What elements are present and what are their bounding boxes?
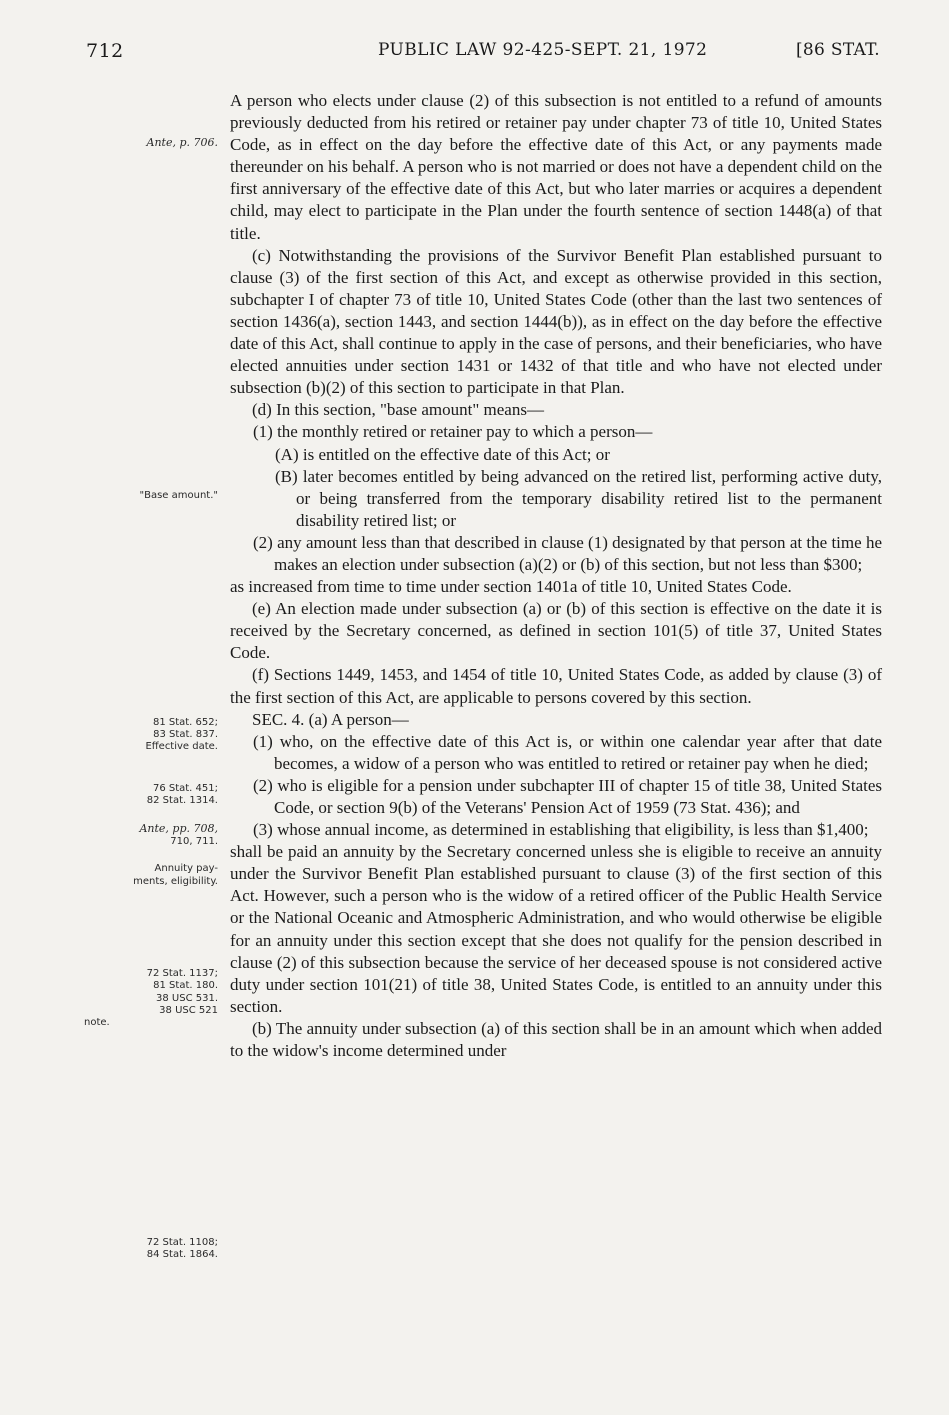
margin-note: 38 USC 521 <box>159 1005 218 1016</box>
margin-note: 38 USC 531. <box>156 993 218 1004</box>
margin-note: 84 Stat. 1864. <box>146 1249 218 1260</box>
volume-reference: [86 STAT. <box>796 40 881 60</box>
paragraph: A person who elects under clause (2) of this subsection is not entitled to a refund of amounts previously deducted from his retired or retainer pay under chapter 73 of title 10, United States Code, as in effect on the day before the effective date of this Act, or any payments made thereunder on his behalf. A person who is not married or does not have a dependent child on the first anniversary of the effective date of this Act, but who later marries or acquires a dependent child, may elect to participate in the Plan under the fourth sentence of section 1448(a) of that title. <box>230 91 882 243</box>
list-item: (2) any amount less than that described in clause (1) designated by that person at the time he makes an election under subsection (a)(2) or (b) of this section, but not less than $300; <box>253 532 882 574</box>
margin-note: 710, 711. <box>170 836 218 847</box>
statute-text <box>230 90 882 1062</box>
margin-note: 81 Stat. 652; <box>152 717 218 728</box>
section-heading: SEC. 4. (a) A person— <box>252 709 409 729</box>
margin-note: 72 Stat. 1137; <box>146 968 218 979</box>
paragraph: (b) The annuity under subsection (a) of this section shall be in an amount which when added to the widow's income determined under <box>230 1018 882 1061</box>
margin-note: Annuity pay- <box>154 863 218 874</box>
list-item: (A) is entitled on the effective date of this Act; or <box>275 444 610 464</box>
list-item: (3) whose annual income, as determined in establishing that eligibility, is less than $1,400; <box>253 820 869 840</box>
list-item: (2) who is eligible for a pension under subchapter III of chapter 15 of title 38, United States Code, or section 9(b) of the Veterans' Pension Act of 1959 (73 Stat. 436); and <box>253 775 882 817</box>
list-item: (1) who, on the effective date of this Act is, or within one calendar year after that date becomes, a widow of a person who was entitled to retired or retainer pay when he died; <box>253 731 882 773</box>
margin-note: 76 Stat. 451; <box>152 783 218 794</box>
paragraph: (e) An election made under subsection (a) or (b) of this section is effective on the date it is received by the Secretary concerned, as defined in section 101(5) of title 37, United States Code. <box>230 599 882 663</box>
margin-note: 83 Stat. 837. <box>153 729 218 740</box>
margin-note: 72 Stat. 1108; <box>146 1237 218 1248</box>
paragraph: (d) In this section, "base amount" means— <box>252 400 544 420</box>
margin-note: Ante, p. 706. <box>146 136 218 149</box>
margin-note: 81 Stat. 180. <box>153 980 218 991</box>
margin-note: note. <box>84 1017 110 1028</box>
margin-notes <box>72 0 220 1415</box>
paragraph: shall be paid an annuity by the Secretary concerned unless she is eligible to receive an annuity under the Survivor Benefit Plan established pursuant to clause (3) of the first section of this Act. However, such a person who is the widow of a retired officer of the Public Health Service or the National Oceanic and Atmospheric Administration, and who would otherwise be eligible for an annuity under this section except that she does not qualify for the pension described in clause (2) of this subsection because the service of her deceased spouse is not considered active duty under section 101(21) of title 38, United States Code, is entitled to an annuity under this section. <box>230 842 882 1016</box>
margin-note: Effective date. <box>145 741 218 752</box>
paragraph: (c) Notwithstanding the provisions of the Survivor Benefit Plan established pursuant to clause (3) of the first section of this Act, and except as otherwise provided in this section, subchapter I of chapter 73 of title 10, United States Code (other than the last two sentences of section 1436(a), section 1443, and section 1444(b)), as in effect on the day before the effective date of this Act, shall continue to apply in the case of persons, and their beneficiaries, who have elected annuities under section 1431 or 1432 of that title and who have not elected under subsection (b)(2) of this section to participate in that Plan. <box>230 245 882 398</box>
paragraph: as increased from time to time under section 1401a of title 10, United States Code. <box>230 577 792 597</box>
page-number: 712 <box>86 40 124 62</box>
margin-note: 82 Stat. 1314. <box>146 795 218 806</box>
list-item: (B) later becomes entitled by being advanced on the retired list, performing active duty, or being transferred from the temporary disability retired list to the permanent disability retired list; or <box>275 466 882 530</box>
running-title: PUBLIC LAW 92-425-SEPT. 21, 1972 <box>378 40 708 60</box>
list-item: (1) the monthly retired or retainer pay to which a person— <box>253 422 653 442</box>
margin-note: Ante, pp. 708, <box>139 822 218 835</box>
margin-note: "Base amount." <box>139 490 218 501</box>
margin-note: ments, eligibility. <box>133 876 218 887</box>
paragraph: (f) Sections 1449, 1453, and 1454 of title 10, United States Code, as added by clause (3) of the first section of this Act, are applicable to persons covered by this section. <box>230 665 882 707</box>
